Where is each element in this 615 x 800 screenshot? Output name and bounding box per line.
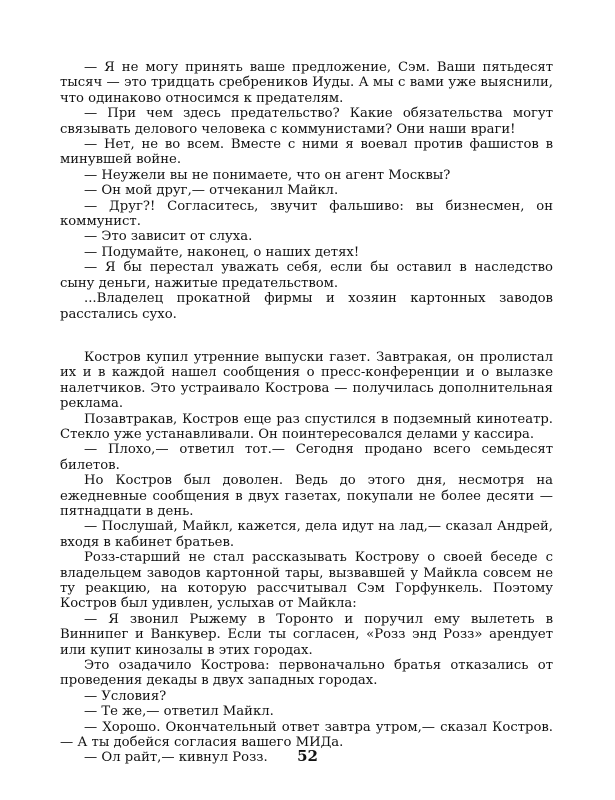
paragraph: Это озадачило Кострова: первоначально братья отказались от проведения декады в двух западных городах. — [60, 658, 553, 689]
paragraph: — Послушай, Майкл, кажется, дела идут на лад,— сказал Андрей, входя в кабинет братьев. — [60, 519, 553, 550]
paragraph: — Условия? — [84, 688, 167, 704]
paragraph: — Это зависит от слуха. — [84, 229, 253, 245]
paragraph: Но Костров был доволен. Ведь до этого дня, несмотря на ежедневные сообщения в двух газетах, покупали не более десяти — пятнадцати в день. — [60, 473, 553, 519]
paragraph: Позавтракав, Костров еще раз спустился в подземный кинотеатр. Стекло уже устанавливали. Он поинтересовался делами у кассира. — [60, 411, 553, 442]
text-column — [60, 60, 553, 766]
paragraph: — Нет, не во всем. Вместе с ними я воевал против фашистов в минувшей войне. — [60, 137, 553, 168]
paragraph: — Плохо,— ответил тот.— Сегодня продано всего семьдесят билетов. — [60, 442, 553, 473]
paragraph: — Ол райт,— кивнул Розз. — [84, 750, 268, 766]
paragraph: — Те же,— ответил Майкл. — [84, 704, 274, 720]
paragraph: — Хорошо. Окончательный ответ завтра утром,— сказал Костров.— А ты добейся согласия вашего МИДа. — [60, 719, 553, 751]
paragraph: — Я бы перестал уважать себя, если бы оставил в наследство сыну деньги, нажитые предательством. — [60, 260, 553, 291]
paragraph: — Подумайте, наконец, о наших детях! — [84, 244, 360, 260]
paragraph: Костров купил утренние выпуски газет. Завтракая, он пролистал их и в каждой нашел сообщения о пресс-конференции и о вылазке налетчиков. Это устраивало Кострова — получилась дополнительная реклама. — [60, 349, 553, 412]
page-number: 52 — [297, 747, 318, 765]
paragraph: — Я звонил Рыжему в Торонто и поручил ему вылететь в Виннипег и Ванкувер. Если ты согласен, «Розз энд Розз» арендует или купит кинозалы в этих городах. — [60, 611, 553, 658]
paragraph: — При чем здесь предательство? Какие обязательства могут связывать делового человека с коммунистами? Они наши враги! — [60, 106, 553, 137]
paragraph: — Друг?! Согласитесь, звучит фальшиво: вы бизнесмен, он коммунист. — [60, 198, 553, 230]
paragraph: Розз-старший не стал рассказывать Кострову о своей беседе с владельцем заводов картонной тары, вызвавшей у Майкла совсем не ту реакцию, на которую рассчитывал Сэм Горфункель. Поэтому Костров был удивлен, услыхав от Майкла: — [60, 550, 553, 612]
paragraph: ...Владелец прокатной фирмы и хозяин картонных заводов расстались сухо. — [60, 291, 553, 322]
paragraph: — Я не могу принять ваше предложение, Сэм. Ваши пятьдесят тысяч — это тридцать сребреников Иуды. А мы с вами уже выяснили, что одинаково относимся к предателям. — [60, 60, 553, 106]
paragraph: — Неужели вы не понимаете, что он агент Москвы? — [84, 167, 451, 183]
paragraph: — Он мой друг,— отчеканил Майкл. — [84, 183, 339, 199]
